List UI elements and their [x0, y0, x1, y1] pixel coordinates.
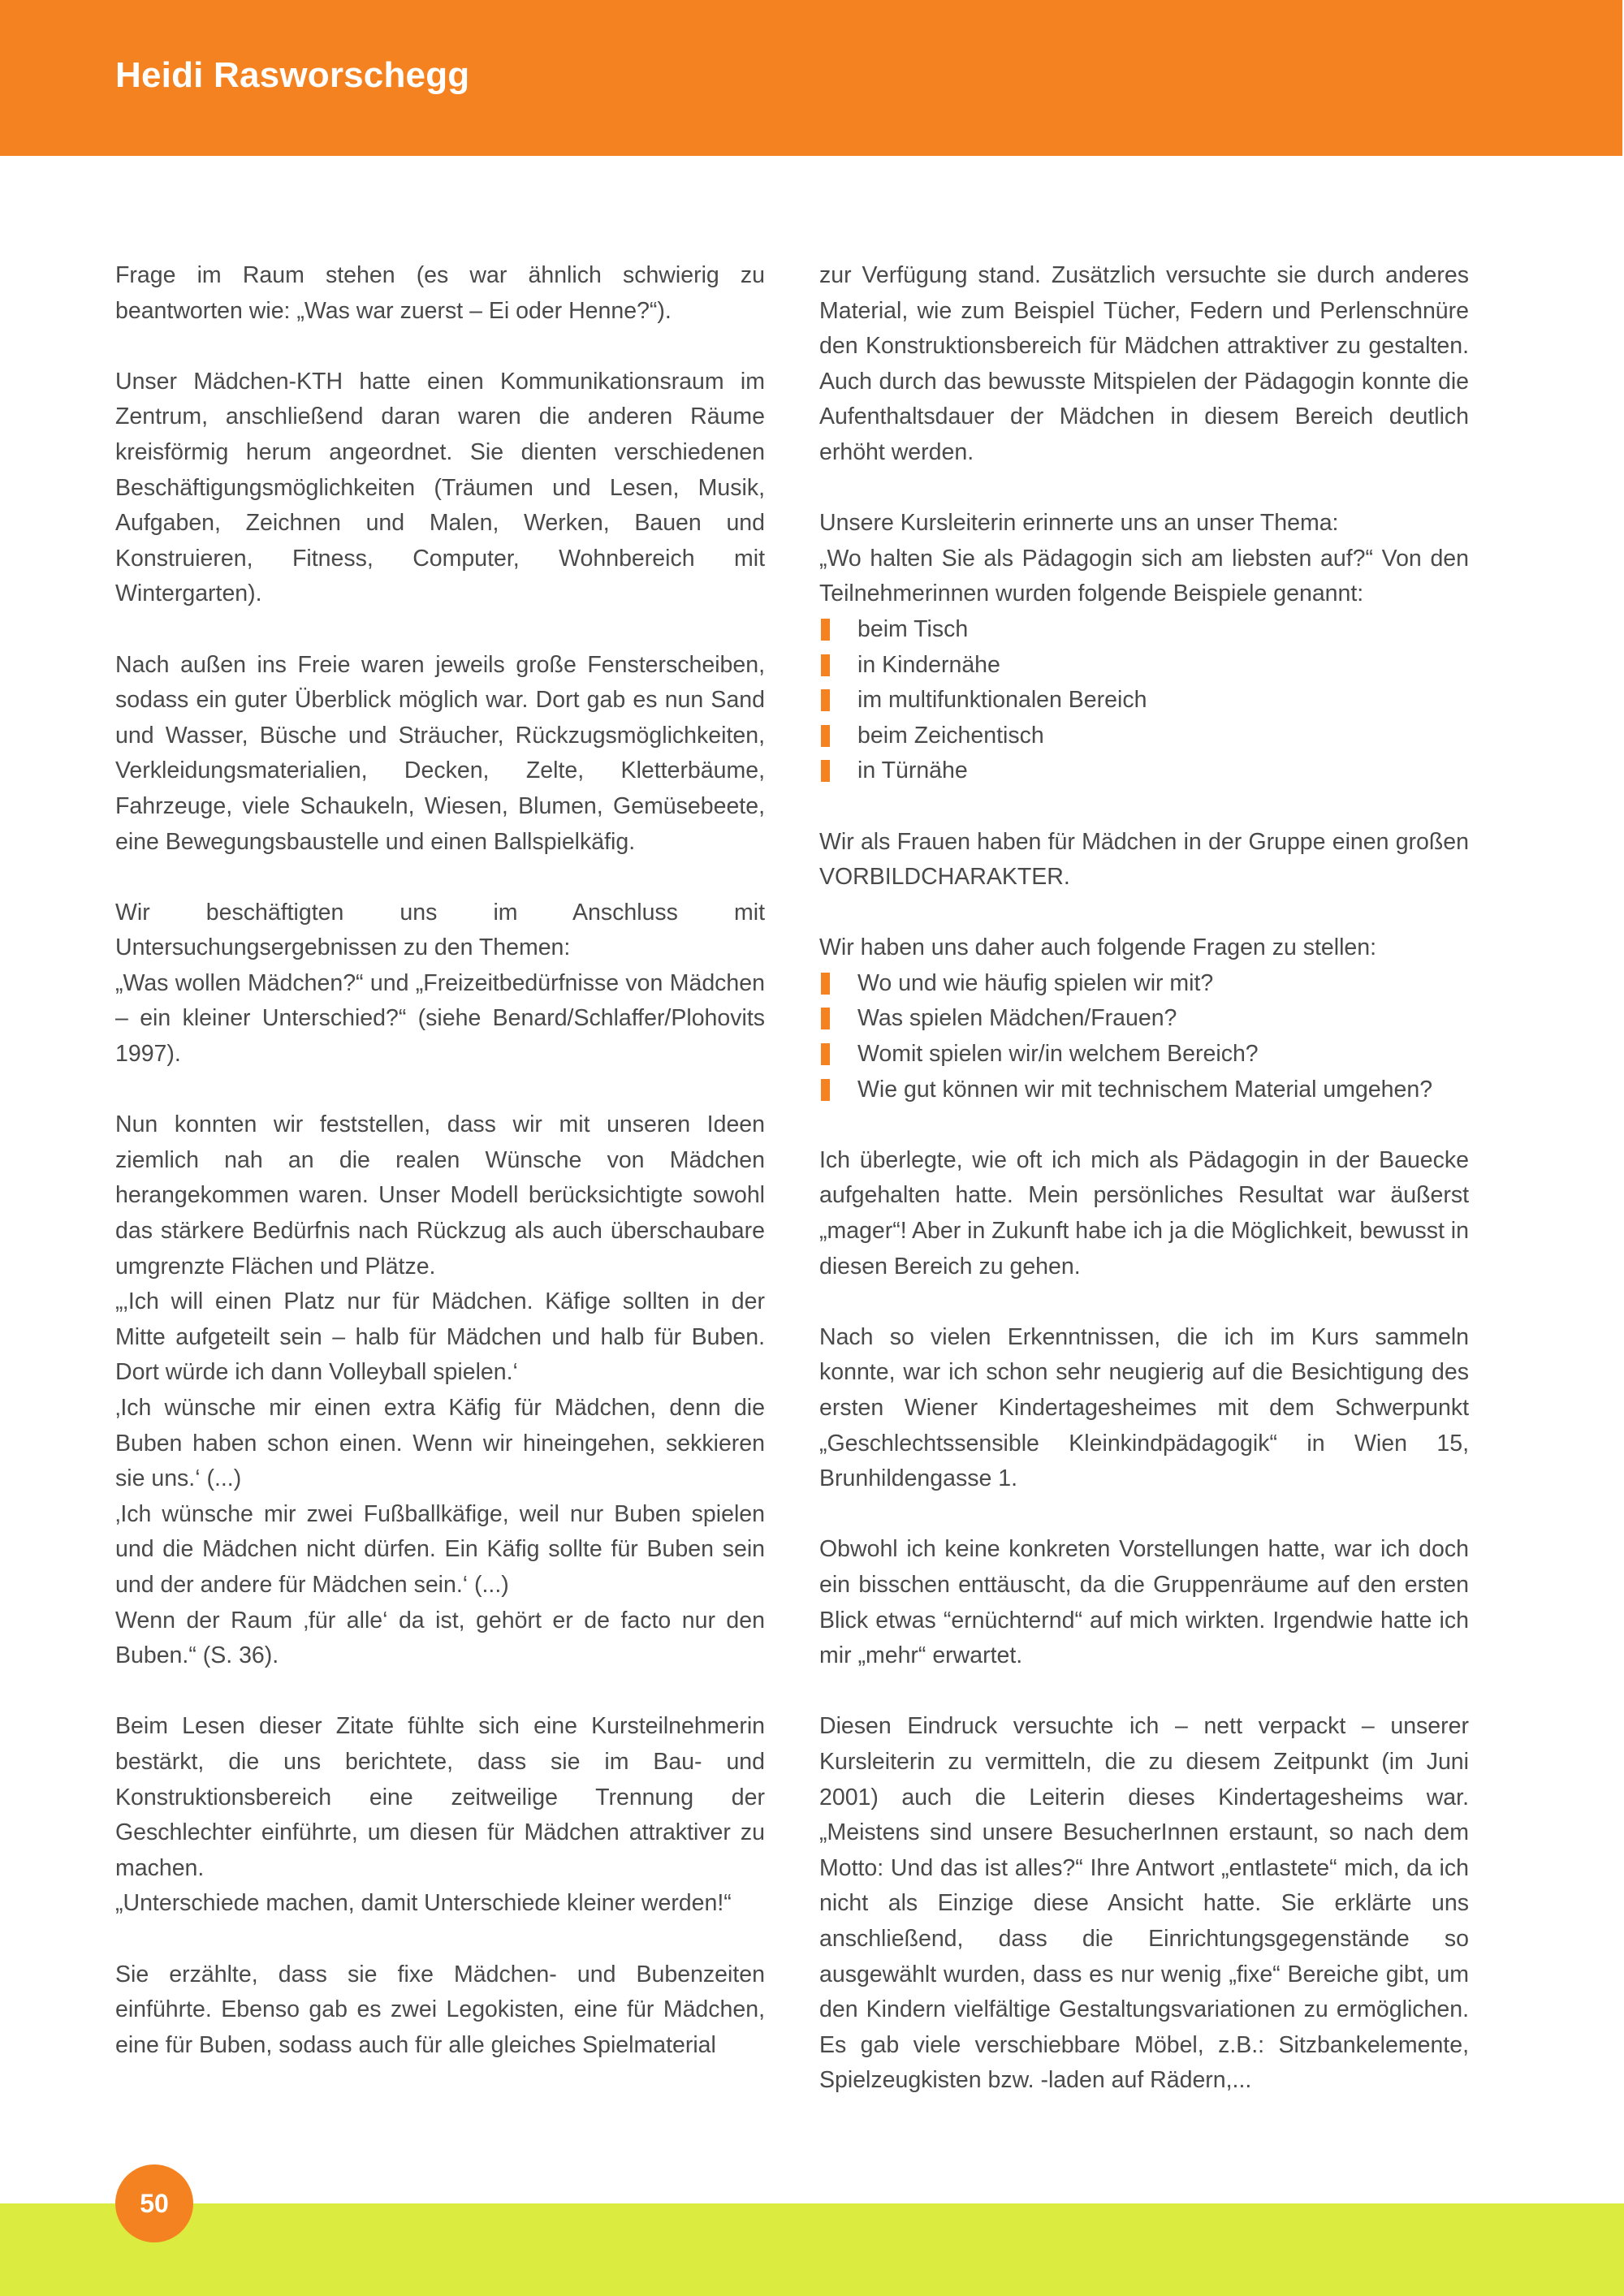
- bullet-bar-icon: [821, 654, 830, 676]
- list-item: Wo und wie häufig spielen wir mit?: [819, 966, 1469, 1002]
- list-item: im multifunktionalen Bereich: [819, 683, 1469, 719]
- paragraph: Ich überlegte, wie oft ich mich als Pädagogin in der Bauecke aufgehalten hatte. Mein persönliches Resultat war äußerst „mager“! Aber in Zukunft habe ich ja die Möglichkeit, bewusst in diesen Bereich zu gehen.: [819, 1146, 1469, 1280]
- quote-line: ‚Ich wünsche mir zwei Fußballkäfige, weil nur Buben spielen und die Mädchen nicht dürfen. Ein Käfig sollte für Buben sein und der andere für Mädchen sein.‘ (...): [115, 1500, 765, 1598]
- paragraph: Nun konnten wir feststellen, dass wir mit unseren Ideen ziemlich nah an die realen Wünsche von Mädchen herangekommen waren. Unser Modell berücksichtigte sowohl das stärkere Bedürfnis nach Rückzug als auch überschaubare umgrenzte Flächen und Plätze.: [115, 1111, 765, 1280]
- paragraph: Sie erzählte, dass sie fixe Mädchen- und Bubenzeiten einführte. Ebenso gab es zwei Legokisten, eine für Mädchen, eine für Buben, sodass auch für alle gleiches Spielmaterial: [115, 1961, 765, 2058]
- paragraph: Beim Lesen dieser Zitate fühlte sich eine Kursteilnehmerin bestärkt, die uns berichtete, dass sie im Bau- und Konstruktionsbereich eine zeitweilige Trennung der Geschlechter einführte, um diesen für Mädchen attraktiver zu machen.: [115, 1713, 765, 1881]
- author-name: Heidi Rasworschegg: [115, 55, 470, 95]
- bullet-list-places: [819, 612, 1469, 789]
- paragraph: Nach außen ins Freie waren jeweils große Fensterscheiben, sodass ein guter Überblick möglich war. Dort gab es nun Sand und Wasser, Büsche und Sträucher, Rückzugsmöglichkeiten, Verkleidungsmaterialien, Decken, Zelte, Kletterbäume, Fahrzeuge, viele Schaukeln, Wiesen, Blumen, Gemüsebeete, eine Bewegungsbaustelle und einen Ballspielkäfig.: [115, 651, 765, 855]
- bullet-bar-icon: [821, 619, 830, 641]
- list-item: in Türnähe: [819, 753, 1469, 789]
- bullet-list-questions: [819, 966, 1469, 1107]
- list-item: Was spielen Mädchen/Frauen?: [819, 1001, 1469, 1037]
- paragraph: Wir als Frauen haben für Mädchen in der Gruppe einen großen VORBILDCHARAKTER.: [819, 828, 1469, 891]
- list-item: Womit spielen wir/in welchem Bereich?: [819, 1037, 1469, 1072]
- paragraph: Wir beschäftigten uns im Anschluss mit Untersuchungsergebnissen zu den Themen:: [115, 899, 765, 961]
- paragraph: Nach so vielen Erkenntnissen, die ich im Kurs sammeln konnte, war ich schon sehr neugierig auf die Besichtigung des ersten Wiener Kindertagesheimes mit dem Schwerpunkt „Geschlechtssensible Kleinkindpädagogik“ in Wien 15, Brunhildengasse 1.: [819, 1323, 1469, 1492]
- list-item: in Kindernähe: [819, 648, 1469, 684]
- paragraph: Obwohl ich keine konkreten Vorstellungen hatte, war ich doch ein bisschen enttäuscht, da die Gruppenräume auf den ersten Blick etwas “ernüchternd“ auf mich wirkten. Irgendwie hatte ich mir „mehr“ erwartet.: [819, 1536, 1469, 1669]
- page-number-badge: 50: [115, 2164, 193, 2242]
- right-column: [819, 258, 1469, 2134]
- bullet-bar-icon: [821, 1043, 830, 1065]
- bullet-bar-icon: [821, 760, 830, 782]
- paragraph: Unser Mädchen-KTH hatte einen Kommunikationsraum im Zentrum, anschließend daran waren die anderen Räume kreisförmig herum angeordnet. Sie dienten verschiedenen Beschäftigungsmöglichkeiten (Träumen und Lesen, Musik, Aufgaben, Zeichnen und Malen, Werken, Bauen und Konstruieren, Fitness, Computer, Wohnbereich mit Wintergarten).: [115, 368, 765, 607]
- paragraph: „Wo halten Sie als Pädagogin sich am liebsten auf?“ Von den Teilnehmerinnen wurden folgende Beispiele genannt:: [819, 545, 1469, 607]
- paragraph: „Was wollen Mädchen?“ und „Freizeitbedürfnisse von Mädchen – ein kleiner Unterschied?“ (siehe Benard/Schlaffer/Plohovits 1997).: [115, 969, 765, 1068]
- list-item: beim Tisch: [819, 612, 1469, 648]
- bullet-bar-icon: [821, 725, 830, 747]
- footer-band: [0, 2203, 1624, 2296]
- quote-line: „‚Ich will einen Platz nur für Mädchen. Käfige sollten in der Mitte aufgeteilt sein – halb für Mädchen und halb für Buben. Dort würde ich dann Volleyball spielen.‘: [115, 1288, 765, 1386]
- left-column: [115, 258, 765, 2099]
- quote-line: ‚Ich wünsche mir einen extra Käfig für Mädchen, denn die Buben haben schon einen. Wenn wir hineingehen, sekkieren sie uns.‘ (...): [115, 1395, 765, 1492]
- quote-line: Wenn der Raum ‚für alle‘ da ist, gehört er de facto nur den Buben.“ (S. 36).: [115, 1607, 765, 1669]
- paragraph: Diesen Eindruck versuchte ich – nett verpackt – unserer Kursleiterin zu vermitteln, die zu diesem Zeitpunkt (im Juni 2001) auch die Leiterin dieses Kindertagesheims war. „Meistens sind unsere BesucherInnen erstaunt, so nach dem Motto: Und das ist alles?“ Ihre Antwort „entlastete“ mich, da ich nicht als Einzige diese Ansicht hatte. Sie erklärte uns anschließend, dass die Einrichtungsgegenstände so ausgewählt wurden, dass es nur wenig „fixe“ Bereiche gibt, um den Kindern vielfältige Gestaltungsvariationen zu ermöglichen. Es gab viele verschiebbare Möbel, z.B.: Sitzbankelemente, Spielzeugkisten bzw. -laden auf Rädern,...: [819, 1713, 1469, 2094]
- bullet-bar-icon: [821, 1079, 830, 1101]
- paragraph: Wir haben uns daher auch folgende Fragen zu stellen:: [819, 934, 1377, 961]
- paragraph: „Unterschiede machen, damit Unterschiede kleiner werden!“: [115, 1890, 732, 1917]
- bullet-bar-icon: [821, 1008, 830, 1029]
- bullet-bar-icon: [821, 973, 830, 995]
- paragraph: zur Verfügung stand. Zusätzlich versuchte sie durch anderes Material, wie zum Beispiel Tücher, Federn und Perlenschnüre den Konstruktionsbereich für Mädchen attraktiver zu gestalten. Auch durch das bewusste Mitspielen der Pädagogin konnte die Aufenthaltsdauer der Mädchen in diesem Bereich deutlich erhöht werden.: [819, 262, 1469, 465]
- bullet-bar-icon: [821, 689, 830, 711]
- list-item: Wie gut können wir mit technischem Material umgehen?: [819, 1072, 1469, 1108]
- paragraph: Unsere Kursleiterin erinnerte uns an unser Thema:: [819, 510, 1339, 537]
- paragraph: Frage im Raum stehen (es war ähnlich schwierig zu beantworten wie: „Was war zuerst – Ei oder Henne?“).: [115, 262, 765, 324]
- list-item: beim Zeichentisch: [819, 719, 1469, 754]
